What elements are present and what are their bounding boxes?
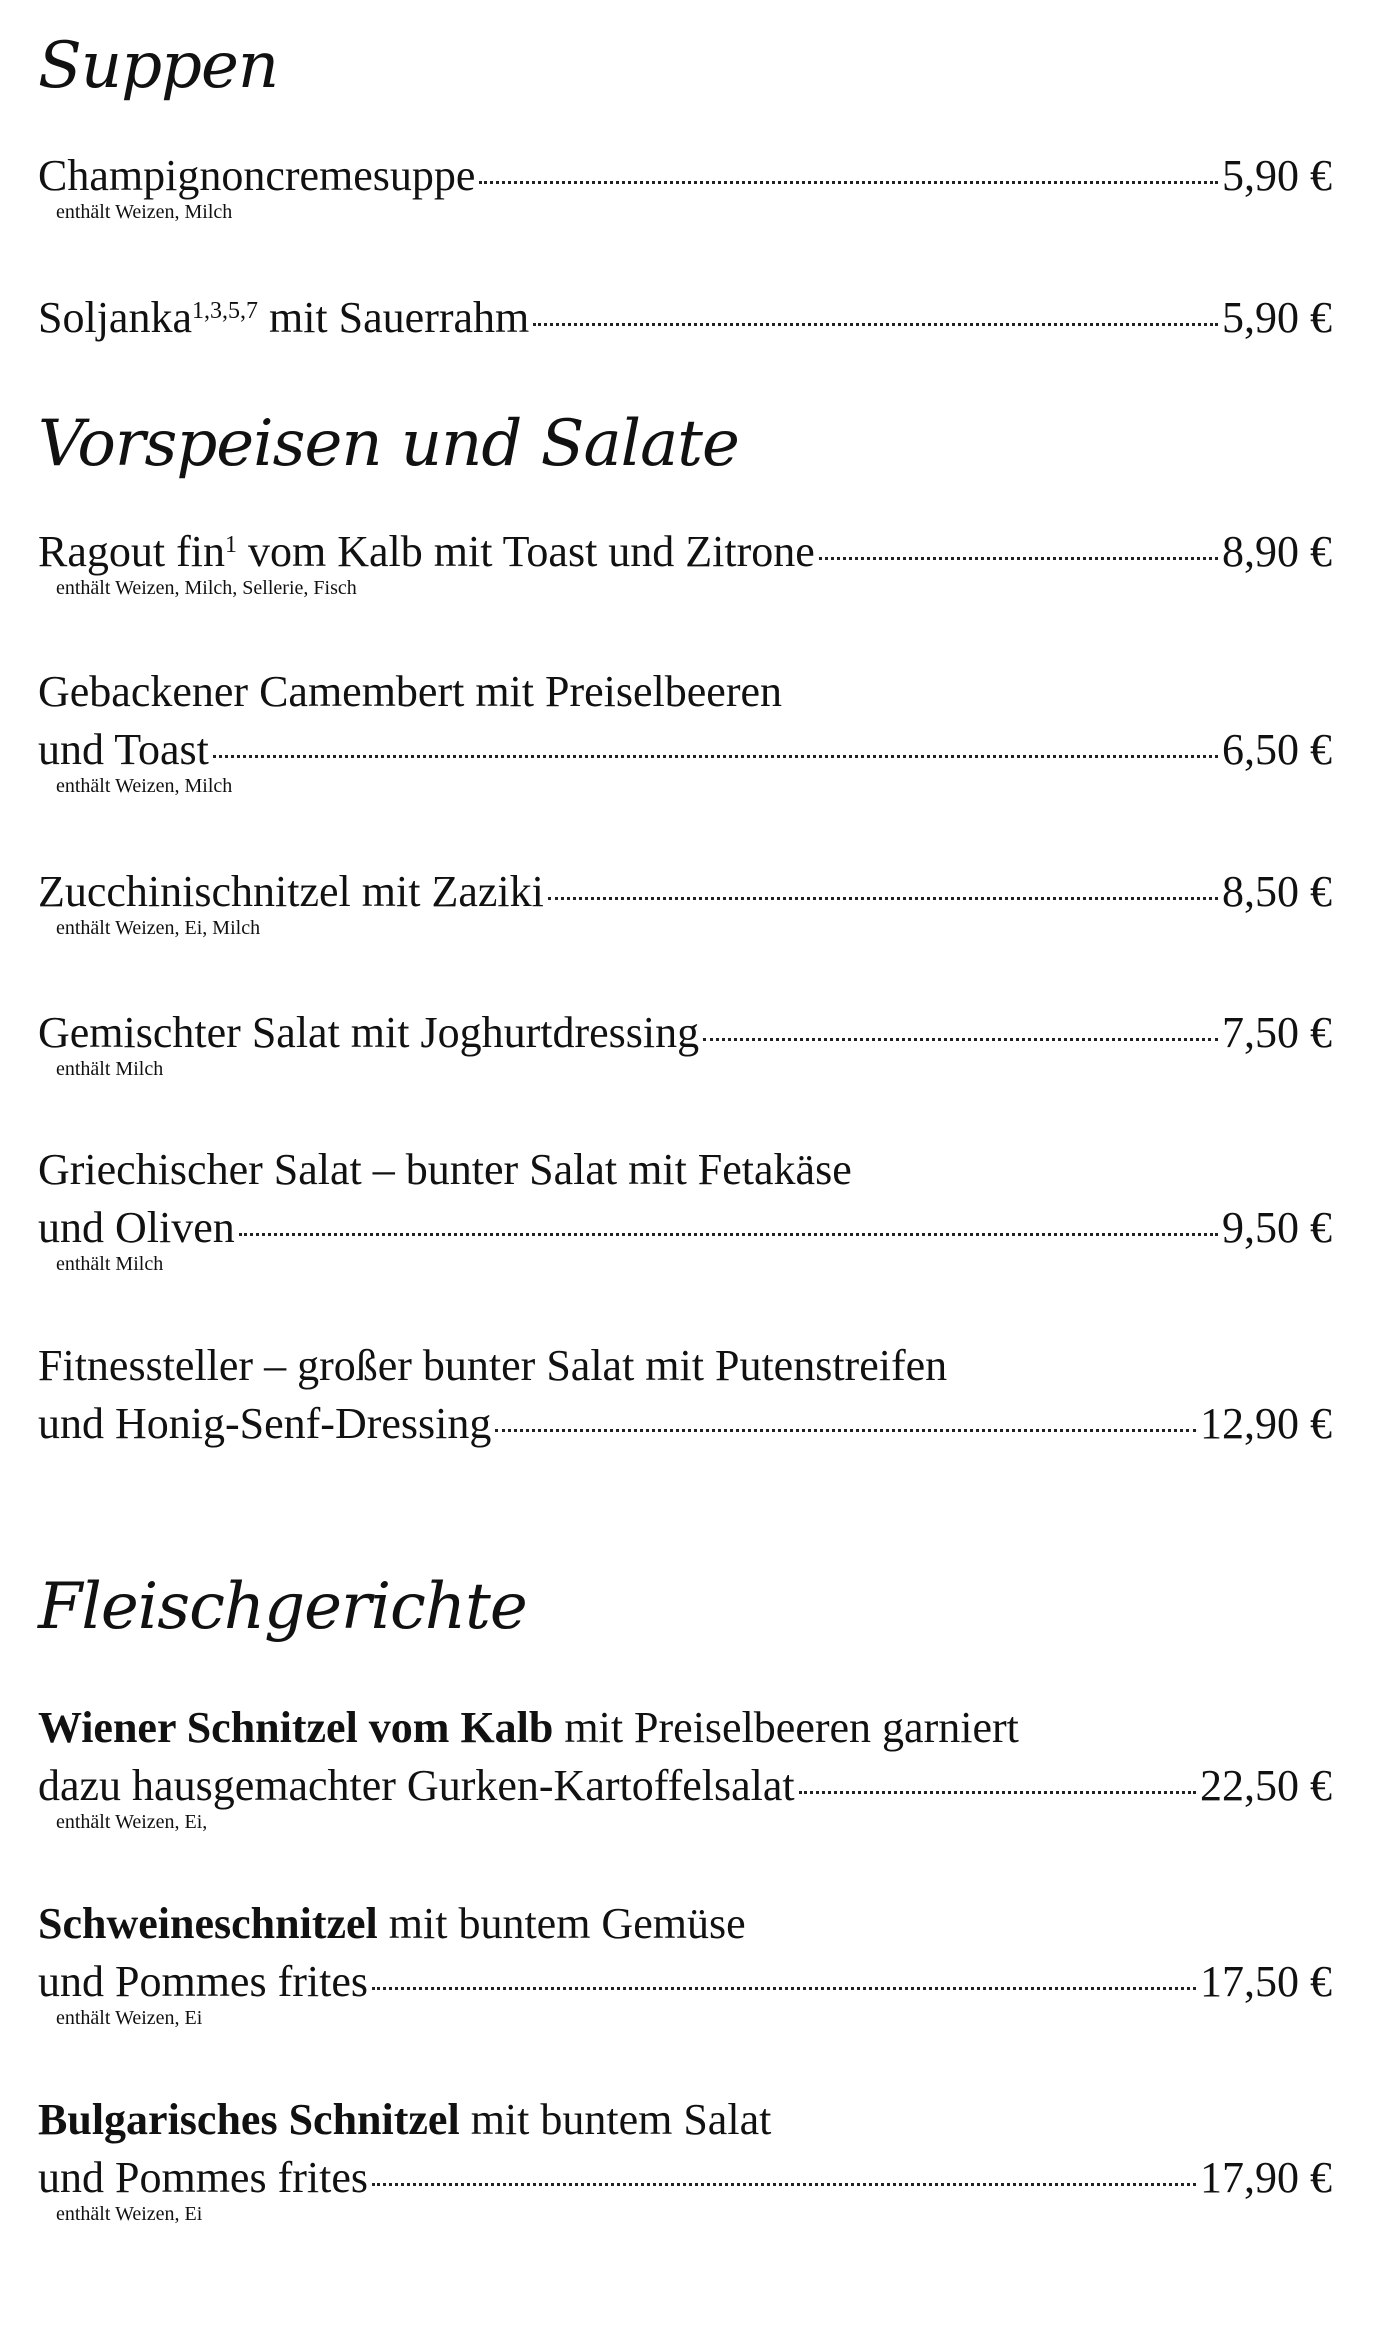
menu-item (38, 1896, 1332, 2030)
menu-item (38, 522, 1332, 600)
leader-dots (703, 1003, 1218, 1047)
menu-item (38, 288, 1332, 346)
section-title-fleischgerichte: Fleischgerichte (38, 1570, 527, 1644)
allergen-note: enthält Milch (56, 1253, 164, 1275)
item-name-line2: und Oliven (38, 1203, 235, 1252)
item-price: 12,90 € (1200, 1399, 1332, 1448)
section-title-vorspeisen: Vorspeisen und Salate (38, 407, 739, 481)
allergen-note: enthält Weizen, Milch (56, 201, 233, 223)
footnote-marker: 1,3,5,7 (191, 298, 258, 324)
item-name-rest: mit Sauerrahm (257, 293, 530, 342)
item-name-rest: mit buntem Salat (459, 2095, 772, 2144)
item-name: Gemischter Salat mit Joghurtdressing (38, 1008, 700, 1057)
menu-item (38, 2092, 1332, 2226)
leader-dots (548, 862, 1218, 906)
item-price: 17,50 € (1200, 1957, 1332, 2006)
leader-dots (533, 288, 1218, 332)
leader-dots (239, 1198, 1218, 1242)
item-name-rest: mit Preiselbeeren garniert (553, 1703, 1019, 1752)
item-price: 5,90 € (1222, 151, 1332, 200)
leader-dots (819, 522, 1218, 566)
dish-name: Schweineschnitzel (38, 1899, 378, 1948)
leader-dots (213, 720, 1218, 764)
leader-dots (799, 1756, 1196, 1800)
allergen-note: enthält Weizen, Ei, (56, 1811, 208, 1833)
item-price: 9,50 € (1222, 1203, 1332, 1252)
item-name-line2: und Pommes frites (38, 2153, 368, 2202)
allergen-note: enthält Weizen, Ei (56, 2007, 203, 2029)
item-name-line1: Gebackener Camembert mit Preiselbeeren (38, 667, 783, 716)
item-price: 22,50 € (1200, 1761, 1332, 1810)
item-price: 7,50 € (1222, 1008, 1332, 1057)
item-name-line1: Griechischer Salat – bunter Salat mit Fetakäse (38, 1145, 852, 1194)
allergen-note: enthält Weizen, Milch, Sellerie, Fisch (56, 577, 357, 599)
dish-name: Bulgarisches Schnitzel (38, 2095, 460, 2144)
leader-dots (495, 1394, 1196, 1438)
menu-item (38, 862, 1332, 940)
item-name: Ragout fin (38, 527, 225, 576)
menu-item (38, 664, 1332, 798)
allergen-note: enthält Milch (56, 1058, 164, 1080)
item-price: 17,90 € (1200, 2153, 1332, 2202)
footnote-marker: 1 (224, 532, 237, 558)
item-name: Soljanka (38, 293, 192, 342)
menu-item (38, 1700, 1332, 1834)
item-price: 8,50 € (1222, 867, 1332, 916)
leader-dots (372, 1952, 1196, 1996)
section-title-suppen: Suppen (38, 29, 279, 103)
item-name-line1: Fitnessteller – großer bunter Salat mit Putenstreifen (38, 1341, 948, 1390)
dish-name: Wiener Schnitzel vom Kalb (38, 1703, 554, 1752)
item-name-line2: dazu hausgemachter Gurken-Kartoffelsalat (38, 1761, 795, 1810)
item-name: Champignoncremesuppe (38, 151, 476, 200)
item-price: 8,90 € (1222, 527, 1332, 576)
item-name-rest: mit buntem Gemüse (377, 1899, 746, 1948)
leader-dots (479, 146, 1218, 190)
menu-item (38, 1003, 1332, 1081)
allergen-note: enthält Weizen, Ei (56, 2203, 203, 2225)
item-name-rest: vom Kalb mit Toast und Zitrone (236, 527, 815, 576)
menu-item (38, 146, 1332, 224)
menu-item (38, 1338, 1332, 1452)
item-price: 6,50 € (1222, 725, 1332, 774)
leader-dots (372, 2148, 1196, 2192)
item-name-line2: und Honig-Senf-Dressing (38, 1399, 492, 1448)
item-price: 5,90 € (1222, 293, 1332, 342)
item-name-line2: und Pommes frites (38, 1957, 368, 2006)
item-name-line2: und Toast (38, 725, 209, 774)
allergen-note: enthält Weizen, Milch (56, 775, 233, 797)
allergen-note: enthält Weizen, Ei, Milch (56, 917, 261, 939)
menu-item (38, 1142, 1332, 1276)
item-name: Zucchinischnitzel mit Zaziki (38, 867, 544, 916)
